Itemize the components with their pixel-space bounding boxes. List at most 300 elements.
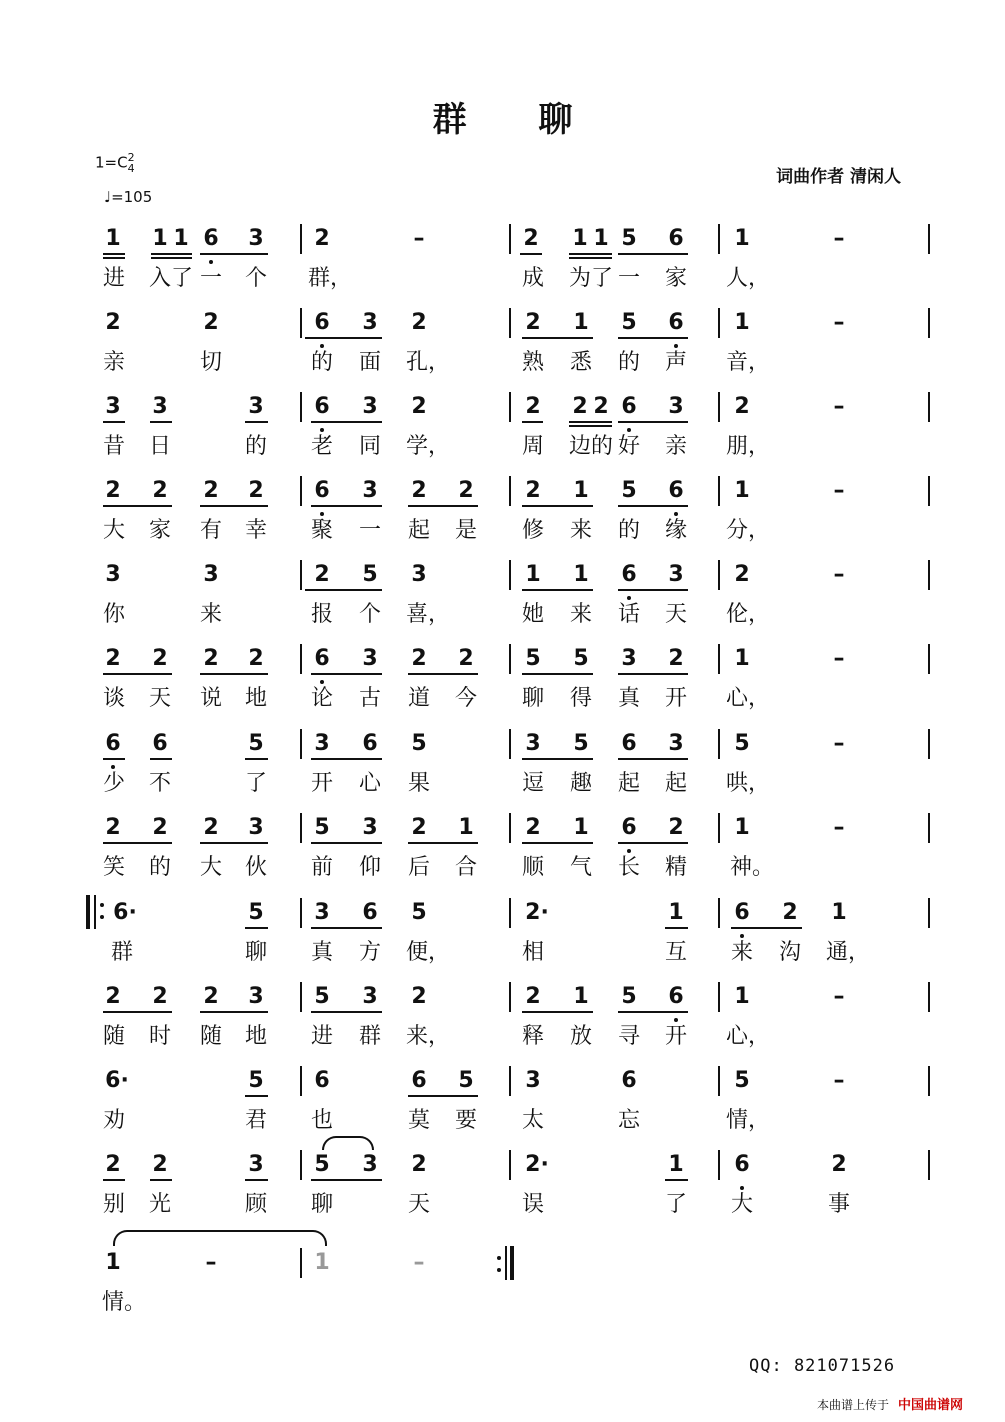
lyric: 音， xyxy=(725,350,771,375)
note: 6 xyxy=(314,310,330,335)
note: 3 xyxy=(362,646,378,671)
lyric: 缘 xyxy=(664,518,688,543)
rhythm-underline xyxy=(311,1179,382,1181)
lyric: 昔 xyxy=(102,434,126,459)
rhythm-underline xyxy=(151,253,192,255)
time-denominator: 4 xyxy=(127,162,135,175)
lyric: 伦， xyxy=(725,602,771,627)
lyric: 了 xyxy=(664,1192,688,1217)
bar-line xyxy=(509,729,511,759)
lyric: 别 xyxy=(102,1192,126,1217)
rhythm-underline xyxy=(311,842,382,844)
bar-line xyxy=(718,224,720,254)
lyric: 相 xyxy=(521,940,545,965)
low-octave-dot xyxy=(674,512,678,516)
bar-line xyxy=(300,392,302,422)
bar-line xyxy=(928,560,930,590)
lyric: 少 xyxy=(102,771,126,796)
rhythm-underline xyxy=(200,673,268,675)
note: 6 xyxy=(621,1068,637,1093)
note: 2 xyxy=(572,394,588,419)
note: 2 xyxy=(411,984,427,1009)
note: – xyxy=(833,815,845,840)
note: 5 xyxy=(458,1068,474,1093)
rhythm-underline xyxy=(569,425,612,427)
note: 3 xyxy=(248,1152,264,1177)
lyric: 来 xyxy=(730,940,754,965)
note: 1 xyxy=(314,1250,330,1275)
bar-line xyxy=(300,729,302,759)
note: 6 xyxy=(668,984,684,1009)
low-octave-dot xyxy=(627,428,631,432)
bar-line xyxy=(509,224,511,254)
bar-line xyxy=(300,476,302,506)
note: 3 xyxy=(362,984,378,1009)
repeat-end-thin xyxy=(505,1246,507,1280)
lyric: 来 xyxy=(569,518,593,543)
note: 5 xyxy=(621,984,637,1009)
note: 1 xyxy=(152,226,168,251)
bar-line xyxy=(300,644,302,674)
bar-line xyxy=(509,644,511,674)
note: 1 xyxy=(734,984,750,1009)
note: 3 xyxy=(668,731,684,756)
lyric: 声 xyxy=(664,350,688,375)
rhythm-underline xyxy=(569,257,612,259)
note: 1 xyxy=(668,1152,684,1177)
rhythm-underline xyxy=(103,1179,125,1181)
rhythm-underline xyxy=(618,589,688,591)
note: 5 xyxy=(621,478,637,503)
lyric: 互 xyxy=(664,940,688,965)
note: 2 xyxy=(152,1152,168,1177)
note: 1 xyxy=(734,226,750,251)
note: 5 xyxy=(411,731,427,756)
tempo-marking: ♩=105 xyxy=(104,188,153,206)
bar-line xyxy=(300,308,302,338)
note: – xyxy=(833,646,845,671)
lyric: 放 xyxy=(569,1024,593,1049)
bar-line xyxy=(718,1150,720,1180)
note: – xyxy=(413,226,425,251)
bar-line xyxy=(509,560,511,590)
lyric: 说 xyxy=(199,686,223,711)
note: 5 xyxy=(573,646,589,671)
lyric: 心 xyxy=(358,771,382,796)
lyric: 天 xyxy=(407,1192,431,1217)
tie xyxy=(113,1230,327,1246)
note: 1 xyxy=(573,478,589,503)
low-octave-dot xyxy=(111,765,115,769)
bar-line xyxy=(928,1150,930,1180)
note: 2 xyxy=(105,815,121,840)
lyric: 顺 xyxy=(521,855,545,880)
rhythm-underline xyxy=(305,337,382,339)
note: 2 xyxy=(314,562,330,587)
bar-line xyxy=(509,1150,511,1180)
note: 2 xyxy=(411,310,427,335)
lyric: 聊 xyxy=(521,686,545,711)
note: 2 xyxy=(525,815,541,840)
note: 2 xyxy=(411,478,427,503)
note: 2 xyxy=(782,900,798,925)
bar-line xyxy=(300,1066,302,1096)
bar-line xyxy=(928,392,930,422)
note: 2 xyxy=(525,984,541,1009)
note: 6 xyxy=(621,815,637,840)
rhythm-underline xyxy=(311,758,382,760)
note: – xyxy=(833,984,845,1009)
site-logo: 中国曲谱网 xyxy=(898,1398,964,1413)
rhythm-underline xyxy=(311,1011,382,1013)
lyric: 长 xyxy=(617,855,641,880)
repeat-dot xyxy=(497,1268,501,1272)
lyric: 幸 xyxy=(244,518,268,543)
lyric: 劝 xyxy=(102,1108,126,1133)
note: 6 xyxy=(314,646,330,671)
lyric: 要 xyxy=(454,1108,478,1133)
note: 1 xyxy=(105,226,121,251)
note: 1 xyxy=(734,478,750,503)
low-octave-dot xyxy=(320,512,324,516)
lyric: 亲 xyxy=(664,434,688,459)
note: 5 xyxy=(362,562,378,587)
note: 5 xyxy=(734,1068,750,1093)
note: 2 xyxy=(411,1152,427,1177)
note: 3 xyxy=(314,731,330,756)
note: 5 xyxy=(248,900,264,925)
note: 6 xyxy=(314,1068,330,1093)
note: 2· xyxy=(525,1152,549,1177)
note: 1 xyxy=(458,815,474,840)
time-signature xyxy=(128,152,135,174)
lyric: 一 xyxy=(199,266,223,291)
note: 2 xyxy=(525,394,541,419)
rhythm-underline xyxy=(665,1179,688,1181)
lyric: 一 xyxy=(617,266,641,291)
rhythm-underline xyxy=(618,758,688,760)
bar-line xyxy=(718,308,720,338)
note: 2 xyxy=(411,815,427,840)
rhythm-underline xyxy=(522,1011,593,1013)
note: 2 xyxy=(734,394,750,419)
bar-line xyxy=(928,308,930,338)
lyric: 朋， xyxy=(725,434,771,459)
lyric: 成 xyxy=(521,266,545,291)
lyric: 进 xyxy=(310,1024,334,1049)
note: 2 xyxy=(668,815,684,840)
lyric: 话 xyxy=(617,602,641,627)
lyric: 光 xyxy=(148,1192,172,1217)
note: 6· xyxy=(105,1068,129,1093)
lyric: 顾 xyxy=(244,1192,268,1217)
lyric: 神。 xyxy=(729,855,775,880)
rhythm-underline xyxy=(150,758,172,760)
note: 3 xyxy=(362,1152,378,1177)
note: 6 xyxy=(668,478,684,503)
rhythm-underline xyxy=(618,842,688,844)
rhythm-underline xyxy=(245,927,268,929)
rhythm-underline xyxy=(520,253,542,255)
lyric: 的 xyxy=(617,350,641,375)
lyric: 同 xyxy=(358,434,382,459)
rhythm-underline xyxy=(522,673,593,675)
rhythm-underline xyxy=(103,1011,172,1013)
lyric: 逗 xyxy=(521,771,545,796)
note: 2 xyxy=(248,478,264,503)
lyric: 有 xyxy=(199,518,223,543)
note: 3 xyxy=(362,815,378,840)
bar-line xyxy=(300,982,302,1012)
note: 1 xyxy=(831,900,847,925)
lyric: 的 xyxy=(617,518,641,543)
rhythm-underline xyxy=(569,421,612,423)
note: 6 xyxy=(621,562,637,587)
lyric: 也 xyxy=(310,1108,334,1133)
note: – xyxy=(833,478,845,503)
note: 2 xyxy=(248,646,264,671)
time-numerator: 2 xyxy=(127,151,135,164)
rhythm-underline xyxy=(522,758,593,760)
note: 3 xyxy=(525,1068,541,1093)
low-octave-dot xyxy=(740,1186,744,1190)
qq-contact: QQ: 821071526 xyxy=(749,1356,896,1376)
bar-line xyxy=(300,813,302,843)
rhythm-underline xyxy=(103,257,125,259)
rhythm-underline xyxy=(618,337,688,339)
bar-line xyxy=(509,476,511,506)
note: 5 xyxy=(314,984,330,1009)
lyric: 前 xyxy=(310,855,334,880)
lyric: 悉 xyxy=(569,350,593,375)
rhythm-underline xyxy=(200,1011,268,1013)
note: 5 xyxy=(248,1068,264,1093)
rhythm-underline xyxy=(200,253,268,255)
note: 3 xyxy=(152,394,168,419)
note: 2 xyxy=(105,478,121,503)
lyric: 误 xyxy=(521,1192,545,1217)
rhythm-underline xyxy=(522,842,593,844)
rhythm-underline xyxy=(311,421,382,423)
bar-line xyxy=(718,729,720,759)
rhythm-underline xyxy=(151,257,192,259)
note: 3 xyxy=(621,646,637,671)
note: – xyxy=(833,731,845,756)
lyric: 后 xyxy=(407,855,431,880)
lyric: 的 xyxy=(310,350,334,375)
lyric: 趣 xyxy=(569,771,593,796)
rhythm-underline xyxy=(408,842,478,844)
note: 6 xyxy=(362,731,378,756)
note: 2 xyxy=(203,646,219,671)
rhythm-underline xyxy=(618,253,688,255)
note: 2· xyxy=(525,900,549,925)
note: 2 xyxy=(458,478,474,503)
note: 2 xyxy=(411,646,427,671)
lyric: 群 xyxy=(110,940,134,965)
lyric: 群 xyxy=(358,1024,382,1049)
lyric: 个 xyxy=(358,602,382,627)
lyric: 的 xyxy=(148,855,172,880)
rhythm-underline xyxy=(103,758,125,760)
bar-line xyxy=(928,982,930,1012)
lyric: 忘 xyxy=(617,1108,641,1133)
note: 3 xyxy=(362,394,378,419)
note: 2 xyxy=(525,310,541,335)
note: 1 xyxy=(573,562,589,587)
note: 2 xyxy=(525,478,541,503)
note: 6 xyxy=(621,731,637,756)
lyric: 论 xyxy=(310,686,334,711)
lyric: 开 xyxy=(310,771,334,796)
low-octave-dot xyxy=(320,344,324,348)
note: 6 xyxy=(734,1152,750,1177)
lyric: 亲 xyxy=(102,350,126,375)
rhythm-underline xyxy=(618,505,688,507)
bar-line xyxy=(509,898,511,928)
bar-line xyxy=(718,813,720,843)
lyric: 是 xyxy=(454,518,478,543)
lyric: 大 xyxy=(730,1192,754,1217)
bar-line xyxy=(718,644,720,674)
bar-line xyxy=(509,392,511,422)
low-octave-dot xyxy=(320,680,324,684)
note: 6 xyxy=(105,731,121,756)
lyric: 谈 xyxy=(102,686,126,711)
note: 1 xyxy=(525,562,541,587)
tie xyxy=(322,1136,374,1150)
rhythm-underline xyxy=(618,421,688,423)
rhythm-underline xyxy=(522,589,593,591)
rhythm-underline xyxy=(311,927,382,929)
bar-line xyxy=(928,644,930,674)
note: 1 xyxy=(105,1250,121,1275)
lyric: 开 xyxy=(664,686,688,711)
repeat-dot xyxy=(100,915,104,919)
bar-line xyxy=(928,813,930,843)
note: 3 xyxy=(668,394,684,419)
note: 5 xyxy=(621,226,637,251)
note: 2 xyxy=(105,984,121,1009)
note: 6· xyxy=(113,900,137,925)
rhythm-underline xyxy=(731,927,802,929)
rhythm-underline xyxy=(569,253,612,255)
lyric: 沟 xyxy=(778,940,802,965)
repeat-dot xyxy=(100,903,104,907)
lyric: 今 xyxy=(454,686,478,711)
rhythm-underline xyxy=(311,673,382,675)
note: 1 xyxy=(734,646,750,671)
note: 3 xyxy=(525,731,541,756)
note: 2 xyxy=(668,646,684,671)
lyric: 孔， xyxy=(405,350,451,375)
note: 1 xyxy=(572,226,588,251)
lyric: 进 xyxy=(102,266,126,291)
rhythm-underline xyxy=(522,421,543,423)
lyric: 老 xyxy=(310,434,334,459)
bar-line xyxy=(718,560,720,590)
lyric: 她 xyxy=(521,602,545,627)
note: 2 xyxy=(593,394,609,419)
note: 2 xyxy=(411,394,427,419)
note: 3 xyxy=(248,815,264,840)
rhythm-underline xyxy=(408,505,478,507)
bar-line xyxy=(300,224,302,254)
note: – xyxy=(833,394,845,419)
low-octave-dot xyxy=(674,1018,678,1022)
bar-line xyxy=(509,813,511,843)
rhythm-underline xyxy=(522,505,593,507)
note: 5 xyxy=(734,731,750,756)
lyric: 得 xyxy=(569,686,593,711)
lyric: 来 xyxy=(199,602,223,627)
rhythm-underline xyxy=(150,1179,172,1181)
lyric: 开 xyxy=(664,1024,688,1049)
note: 5 xyxy=(573,731,589,756)
note: 3 xyxy=(248,984,264,1009)
bar-line xyxy=(300,560,302,590)
rhythm-underline xyxy=(103,673,172,675)
lyric: 分， xyxy=(725,518,771,543)
lyric: 大 xyxy=(102,518,126,543)
lyric: 释 xyxy=(521,1024,545,1049)
lyric: 喜， xyxy=(405,602,451,627)
lyric: 情， xyxy=(725,1108,771,1133)
lyric: 周 xyxy=(521,434,545,459)
rhythm-underline xyxy=(245,758,268,760)
bar-line xyxy=(928,224,930,254)
rhythm-underline xyxy=(245,1179,268,1181)
lyric: 起 xyxy=(407,518,431,543)
note: 2 xyxy=(734,562,750,587)
note: 2 xyxy=(458,646,474,671)
lyric: 通， xyxy=(825,940,871,965)
repeat-start-thin xyxy=(94,895,96,929)
lyric: 道 xyxy=(407,686,431,711)
lyric: 事 xyxy=(827,1192,851,1217)
note: 3 xyxy=(105,562,121,587)
note: 6 xyxy=(621,394,637,419)
lyric: 学， xyxy=(405,434,451,459)
low-octave-dot xyxy=(740,934,744,938)
lyric: 人， xyxy=(725,266,771,291)
lyric: 时 xyxy=(148,1024,172,1049)
rhythm-underline xyxy=(311,505,382,507)
note: 3 xyxy=(248,226,264,251)
note: 5 xyxy=(314,815,330,840)
lyric: 熟 xyxy=(521,350,545,375)
lyric: 情。 xyxy=(101,1290,147,1315)
lyric: 入了 xyxy=(148,266,194,291)
lyric: 个 xyxy=(244,266,268,291)
lyric: 的 xyxy=(244,434,268,459)
bar-line xyxy=(718,898,720,928)
lyric: 随 xyxy=(102,1024,126,1049)
rhythm-underline xyxy=(618,673,688,675)
note: 6 xyxy=(203,226,219,251)
lyric: 报 xyxy=(310,602,334,627)
note: 3 xyxy=(314,900,330,925)
lyric: 大 xyxy=(199,855,223,880)
lyric: 心， xyxy=(725,1024,771,1049)
note: 2 xyxy=(203,984,219,1009)
lyric: 精 xyxy=(664,855,688,880)
lyric: 聚 xyxy=(310,518,334,543)
lyric: 不 xyxy=(148,771,172,796)
note: 6 xyxy=(362,900,378,925)
note: 6 xyxy=(411,1068,427,1093)
author-credit: 词曲作者 清闲人 xyxy=(776,167,901,187)
